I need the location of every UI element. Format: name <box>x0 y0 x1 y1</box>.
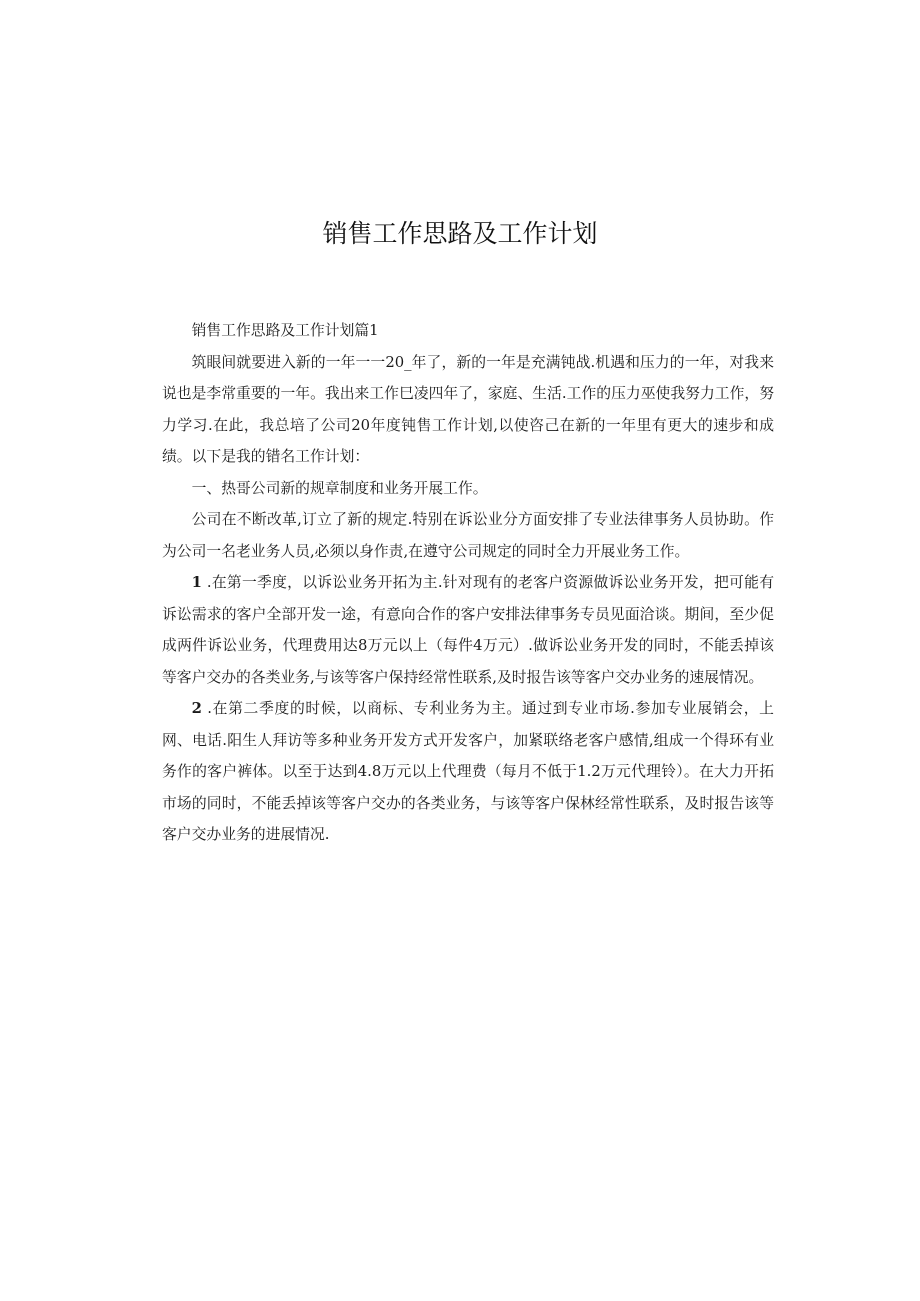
list-item-1 <box>162 567 774 693</box>
intro-paragraph: 筑眼间就要进入新的一年一一20_年了，新的一年是充满钝战.机遇和压力的一年，对我来说也是李常重要的一年。我出来工作巳凌四年了，家庭、生活.工作的压力巫使我努力工作，努力学习.在此，我总培了公司20年度钝售工作计划,以使咨己在新的一年里有更大的速步和成绩。以下是我的错名工作计划： <box>162 353 774 465</box>
list-item-2-number: 2 <box>191 700 202 717</box>
list-item-2 <box>162 693 774 851</box>
section-heading: 销售工作思路及工作计划篇1 <box>191 322 379 339</box>
list-item-1-number: 1 <box>191 574 202 591</box>
document-body <box>162 315 774 851</box>
list-item-1-text: .在第一季度，以诉讼业务开拓为主.针对现有的老客户资源做诉讼业务开发，把可能有诉讼需求的客户全部开发一途，有意向合作的客户安排法律事务专员见面洽谈。期间，至少促成两件诉讼业务，代理费用达8万元以上（每件4万元）.做诉讼业务开发的同时，不能丢掉该等客户交办的各类业务,与该等客户保持经常性联系,及时报告该等客户交办业务的速展情况。 <box>162 574 774 686</box>
company-reform-paragraph: 公司在不断改革,订立了新的规定.特别在诉讼业分方面安排了专业法律事务人员协助。作为公司一名老业务人员,必须以身作责,在遵守公司规定的同时全力开展业务工作。 <box>162 511 774 560</box>
section-one-heading: 一、热哥公司新的规章制度和业务开展工作。 <box>191 479 488 497</box>
list-item-2-text: .在第二季度的时候，以商标、专利业务为主。通过到专业市场.参加专业展销会，上网、电话.阳生人拜访等多种业务开发方式开发客户，加紧联络老客户感情,组成一个得环有业务作的客户裤体。以至于达到4.8万元以上代理费（每月不低于1.2万元代理铃）。在大力开拓市场的同时，不能丢掉该等客户交办的各类业务，与该等客户保林经常性联系，及时报告该等客户交办业务的进展情况. <box>162 700 774 843</box>
document-title: 销售工作思路及工作计划 <box>322 219 598 248</box>
